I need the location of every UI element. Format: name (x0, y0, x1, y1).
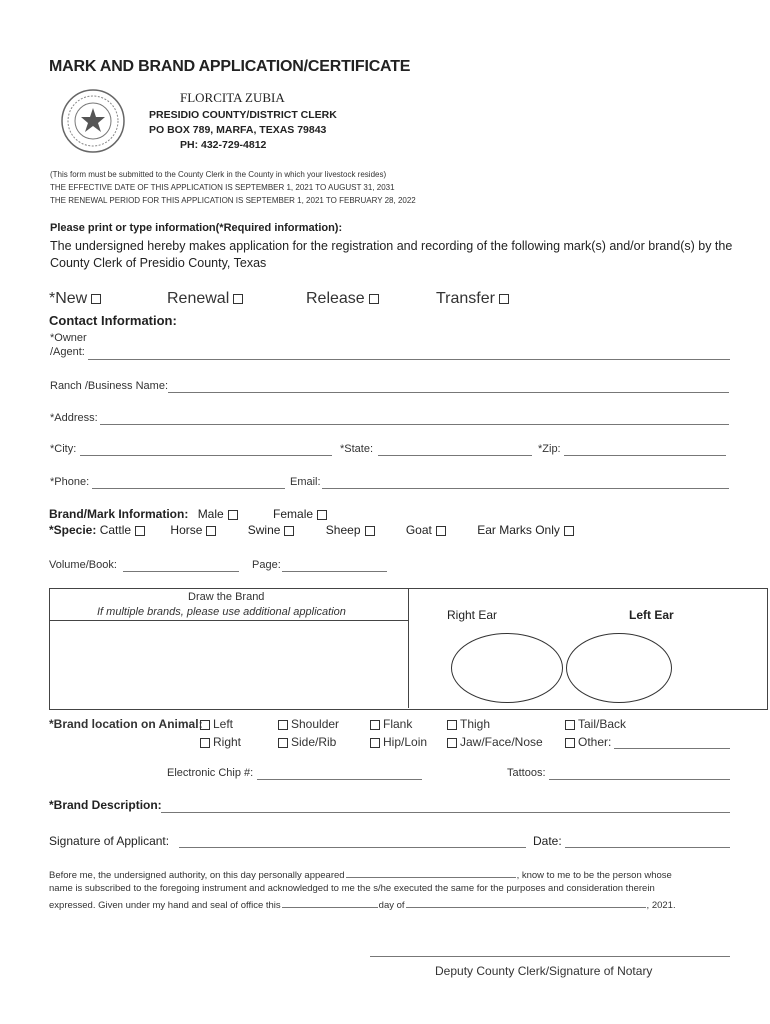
female-checkbox[interactable] (317, 510, 327, 520)
electronic-chip-label: Electronic Chip #: (167, 767, 254, 779)
location-left[interactable]: Left (200, 717, 233, 731)
applicant-signature-field[interactable] (179, 847, 526, 848)
new-checkbox[interactable] (91, 294, 101, 304)
left-checkbox[interactable] (200, 720, 210, 730)
state-label: *State: (340, 443, 374, 455)
ear-marks-option[interactable]: Ear Marks Only (477, 523, 574, 537)
volume-book-label: Volume/Book: (49, 559, 117, 571)
notary-line-1: Before me, the undersigned authority, on this day personally appeared , know to me to be the person whose (49, 870, 672, 881)
clerk-address: PO BOX 789, MARFA, TEXAS 79843 (149, 124, 327, 136)
notary-signature-field[interactable] (370, 956, 730, 957)
left-ear-drawing[interactable] (566, 633, 672, 703)
zip-field[interactable] (564, 455, 726, 456)
notary-line-2: name is subscribed to the foregoing instrument and acknowledged to me the s/he executed the same for the purposes and consideration therein (49, 883, 655, 894)
brand-info-heading: Brand/Mark Information: (49, 507, 189, 521)
ranch-business-field[interactable] (168, 392, 729, 393)
male-checkbox[interactable] (228, 510, 238, 520)
sheep-checkbox[interactable] (365, 526, 375, 536)
location-right[interactable]: Right (200, 735, 241, 749)
contact-heading: Contact Information: (49, 313, 177, 328)
side-rib-checkbox[interactable] (278, 738, 288, 748)
type-release[interactable]: Release (306, 290, 379, 308)
left-ear-label: Left Ear (629, 608, 674, 622)
renewal-checkbox[interactable] (233, 294, 243, 304)
zip-label: *Zip: (538, 443, 561, 455)
email-field[interactable] (322, 488, 729, 489)
right-ear-label: Right Ear (447, 608, 498, 622)
release-checkbox[interactable] (369, 294, 379, 304)
draw-brand-label: Draw the Brand (188, 591, 265, 603)
address-label: *Address: (50, 412, 98, 424)
tail-back-checkbox[interactable] (565, 720, 575, 730)
appeared-name-field[interactable] (346, 868, 516, 878)
volume-book-field[interactable] (123, 571, 239, 572)
instructions: Please print or type information(*Required information): (50, 222, 343, 234)
brand-box-divider (408, 588, 409, 708)
city-label: *City: (50, 443, 77, 455)
goat-option[interactable]: Goat (406, 523, 446, 537)
form-title: MARK AND BRAND APPLICATION/CERTIFICATE (49, 58, 411, 75)
brand-location-label: *Brand location on Animal: (49, 717, 203, 731)
location-shoulder[interactable]: Shoulder (278, 717, 339, 731)
page-field[interactable] (282, 571, 387, 572)
location-side-rib[interactable]: Side/Rib (278, 735, 336, 749)
notary-signature-caption: Deputy County Clerk/Signature of Notary (435, 964, 653, 978)
date-field[interactable] (565, 847, 730, 848)
phone-field[interactable] (92, 488, 285, 489)
tattoos-field[interactable] (549, 779, 730, 780)
type-renewal[interactable]: Renewal (167, 290, 243, 308)
swine-option[interactable]: Swine (248, 523, 295, 537)
location-jaw-face-nose[interactable]: Jaw/Face/Nose (447, 735, 543, 749)
brand-description-label: *Brand Description: (49, 798, 162, 812)
location-other[interactable]: Other: (565, 735, 611, 749)
right-checkbox[interactable] (200, 738, 210, 748)
type-transfer[interactable]: Transfer (436, 290, 509, 308)
brand-drawing-area[interactable] (50, 621, 407, 707)
ear-marks-checkbox[interactable] (564, 526, 574, 536)
transfer-checkbox[interactable] (499, 294, 509, 304)
address-field[interactable] (100, 424, 729, 425)
horse-checkbox[interactable] (206, 526, 216, 536)
type-new[interactable]: *New (49, 290, 101, 308)
notary-month-field[interactable] (406, 898, 646, 908)
flank-checkbox[interactable] (370, 720, 380, 730)
city-field[interactable] (80, 455, 332, 456)
other-checkbox[interactable] (565, 738, 575, 748)
hip-loin-checkbox[interactable] (370, 738, 380, 748)
electronic-chip-field[interactable] (257, 779, 422, 780)
draw-brand-note: If multiple brands, please use additional application (97, 606, 346, 618)
owner-agent-field[interactable] (88, 359, 730, 360)
tattoos-label: Tattoos: (507, 767, 546, 779)
notice-submission: (This form must be submitted to the County Clerk in the County in which your livestock resides) (50, 170, 387, 179)
owner-label: *Owner (50, 332, 87, 344)
phone-label: *Phone: (50, 476, 90, 488)
male-option[interactable]: Male (198, 507, 238, 521)
location-thigh[interactable]: Thigh (447, 717, 490, 731)
state-field[interactable] (378, 455, 532, 456)
thigh-checkbox[interactable] (447, 720, 457, 730)
location-tail-back[interactable]: Tail/Back (565, 717, 626, 731)
location-flank[interactable]: Flank (370, 717, 412, 731)
horse-option[interactable]: Horse (170, 523, 216, 537)
cattle-checkbox[interactable] (135, 526, 145, 536)
location-hip-loin[interactable]: Hip/Loin (370, 735, 427, 749)
brand-description-field[interactable] (161, 812, 730, 813)
swine-checkbox[interactable] (284, 526, 294, 536)
notice-effective-date: THE EFFECTIVE DATE OF THIS APPLICATION IS SEPTEMBER 1, 2021 TO AUGUST 31, 2031 (50, 183, 395, 192)
other-location-field[interactable] (614, 748, 730, 749)
cattle-option[interactable]: Cattle (100, 523, 145, 537)
brand-info-row (49, 507, 327, 521)
ranch-label: Ranch /Business Name: (50, 380, 168, 392)
jaw-face-nose-checkbox[interactable] (447, 738, 457, 748)
agent-label: /Agent: (50, 346, 85, 358)
page-label: Page: (252, 559, 281, 571)
shoulder-checkbox[interactable] (278, 720, 288, 730)
specie-label: *Specie: (49, 523, 97, 537)
notice-renewal-period: THE RENEWAL PERIOD FOR THIS APPLICATION IS SEPTEMBER 1, 2021 TO FEBRUARY 28, 2022 (50, 196, 416, 205)
sheep-option[interactable]: Sheep (326, 523, 375, 537)
right-ear-drawing[interactable] (451, 633, 563, 703)
clerk-office: PRESIDIO COUNTY/DISTRICT CLERK (149, 109, 337, 121)
clerk-name: FLORCITA ZUBIA (180, 90, 285, 105)
signature-label: Signature of Applicant: (49, 834, 170, 848)
goat-checkbox[interactable] (436, 526, 446, 536)
county-seal-icon (60, 88, 126, 154)
email-label: Email: (290, 476, 321, 488)
date-label: Date: (533, 834, 562, 848)
notary-line-3: expressed. Given under my hand and seal of office this day of , 2021. (49, 900, 676, 911)
specie-row (49, 523, 574, 537)
intro-paragraph: The undersigned hereby makes application for the registration and recording of the following mark(s) and/or brand(s) by the County Clerk of Presidio County, Texas (50, 239, 733, 270)
female-option[interactable]: Female (273, 507, 327, 521)
clerk-phone: PH: 432-729-4812 (180, 139, 267, 151)
notary-day-field[interactable] (282, 898, 378, 908)
